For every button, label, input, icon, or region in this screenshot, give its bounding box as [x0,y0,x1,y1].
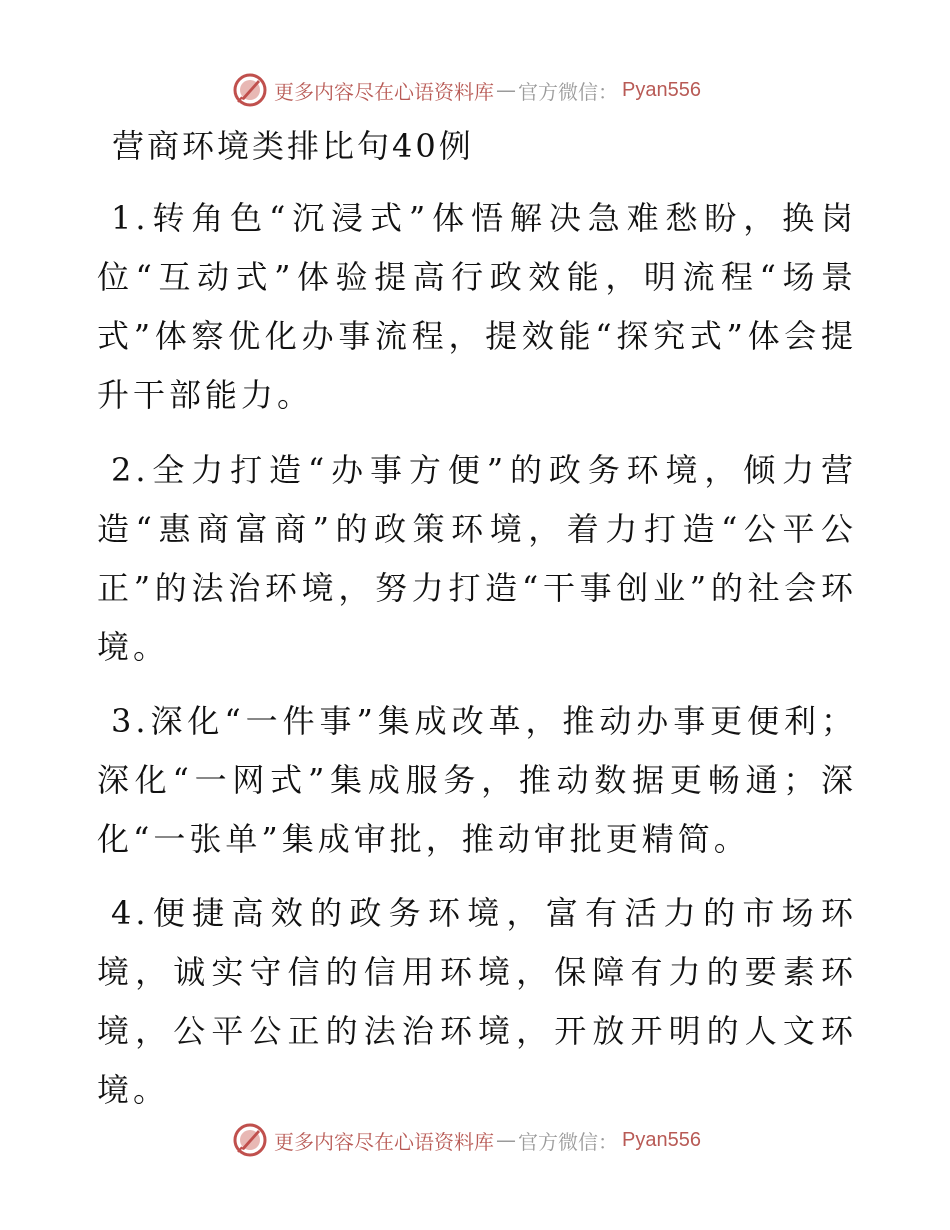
watermark-wechat-id: Pyan556 [622,1128,701,1151]
watermark-label: 官方微信： [518,79,618,104]
watermark-dash: — [496,78,516,102]
watermark-dash: — [496,1128,516,1152]
paragraph-2: 2.全力打造“办事方便”的政务环境，倾力营造“惠商富商”的政策环境，着力打造“公平公正”的法治环境，努力打造“干事创业”的社会环境。 [97,451,857,666]
watermark-text: 更多内容尽在心语资料库 [274,79,494,104]
paragraph-1: 1.转角色“沉浸式”体悟解决急难愁盼，换岗位“互动式”体验提高行政效能，明流程“场景式”体察优化办事流程，提效能“探究式”体会提升干部能力。 [97,199,857,414]
footer-watermark [232,1122,701,1158]
watermark-text: 更多内容尽在心语资料库 [274,1129,494,1154]
document-title: 营商环境类排比句40例 [112,127,474,165]
quill-logo-icon [232,72,268,108]
quill-logo-icon [232,1122,268,1158]
header-watermark [232,72,701,108]
paragraph-3: 3.深化“一件事”集成改革，推动办事更便利；深化“一网式”集成服务，推动数据更畅通；深化“一张单”集成审批，推动审批更精简。 [97,702,857,858]
watermark-label: 官方微信： [518,1129,618,1154]
watermark-wechat-id: Pyan556 [622,78,701,101]
paragraph-4: 4.便捷高效的政务环境，富有活力的市场环境，诚实守信的信用环境，保障有力的要素环境，公平公正的法治环境，开放开明的人文环境。 [97,894,857,1109]
